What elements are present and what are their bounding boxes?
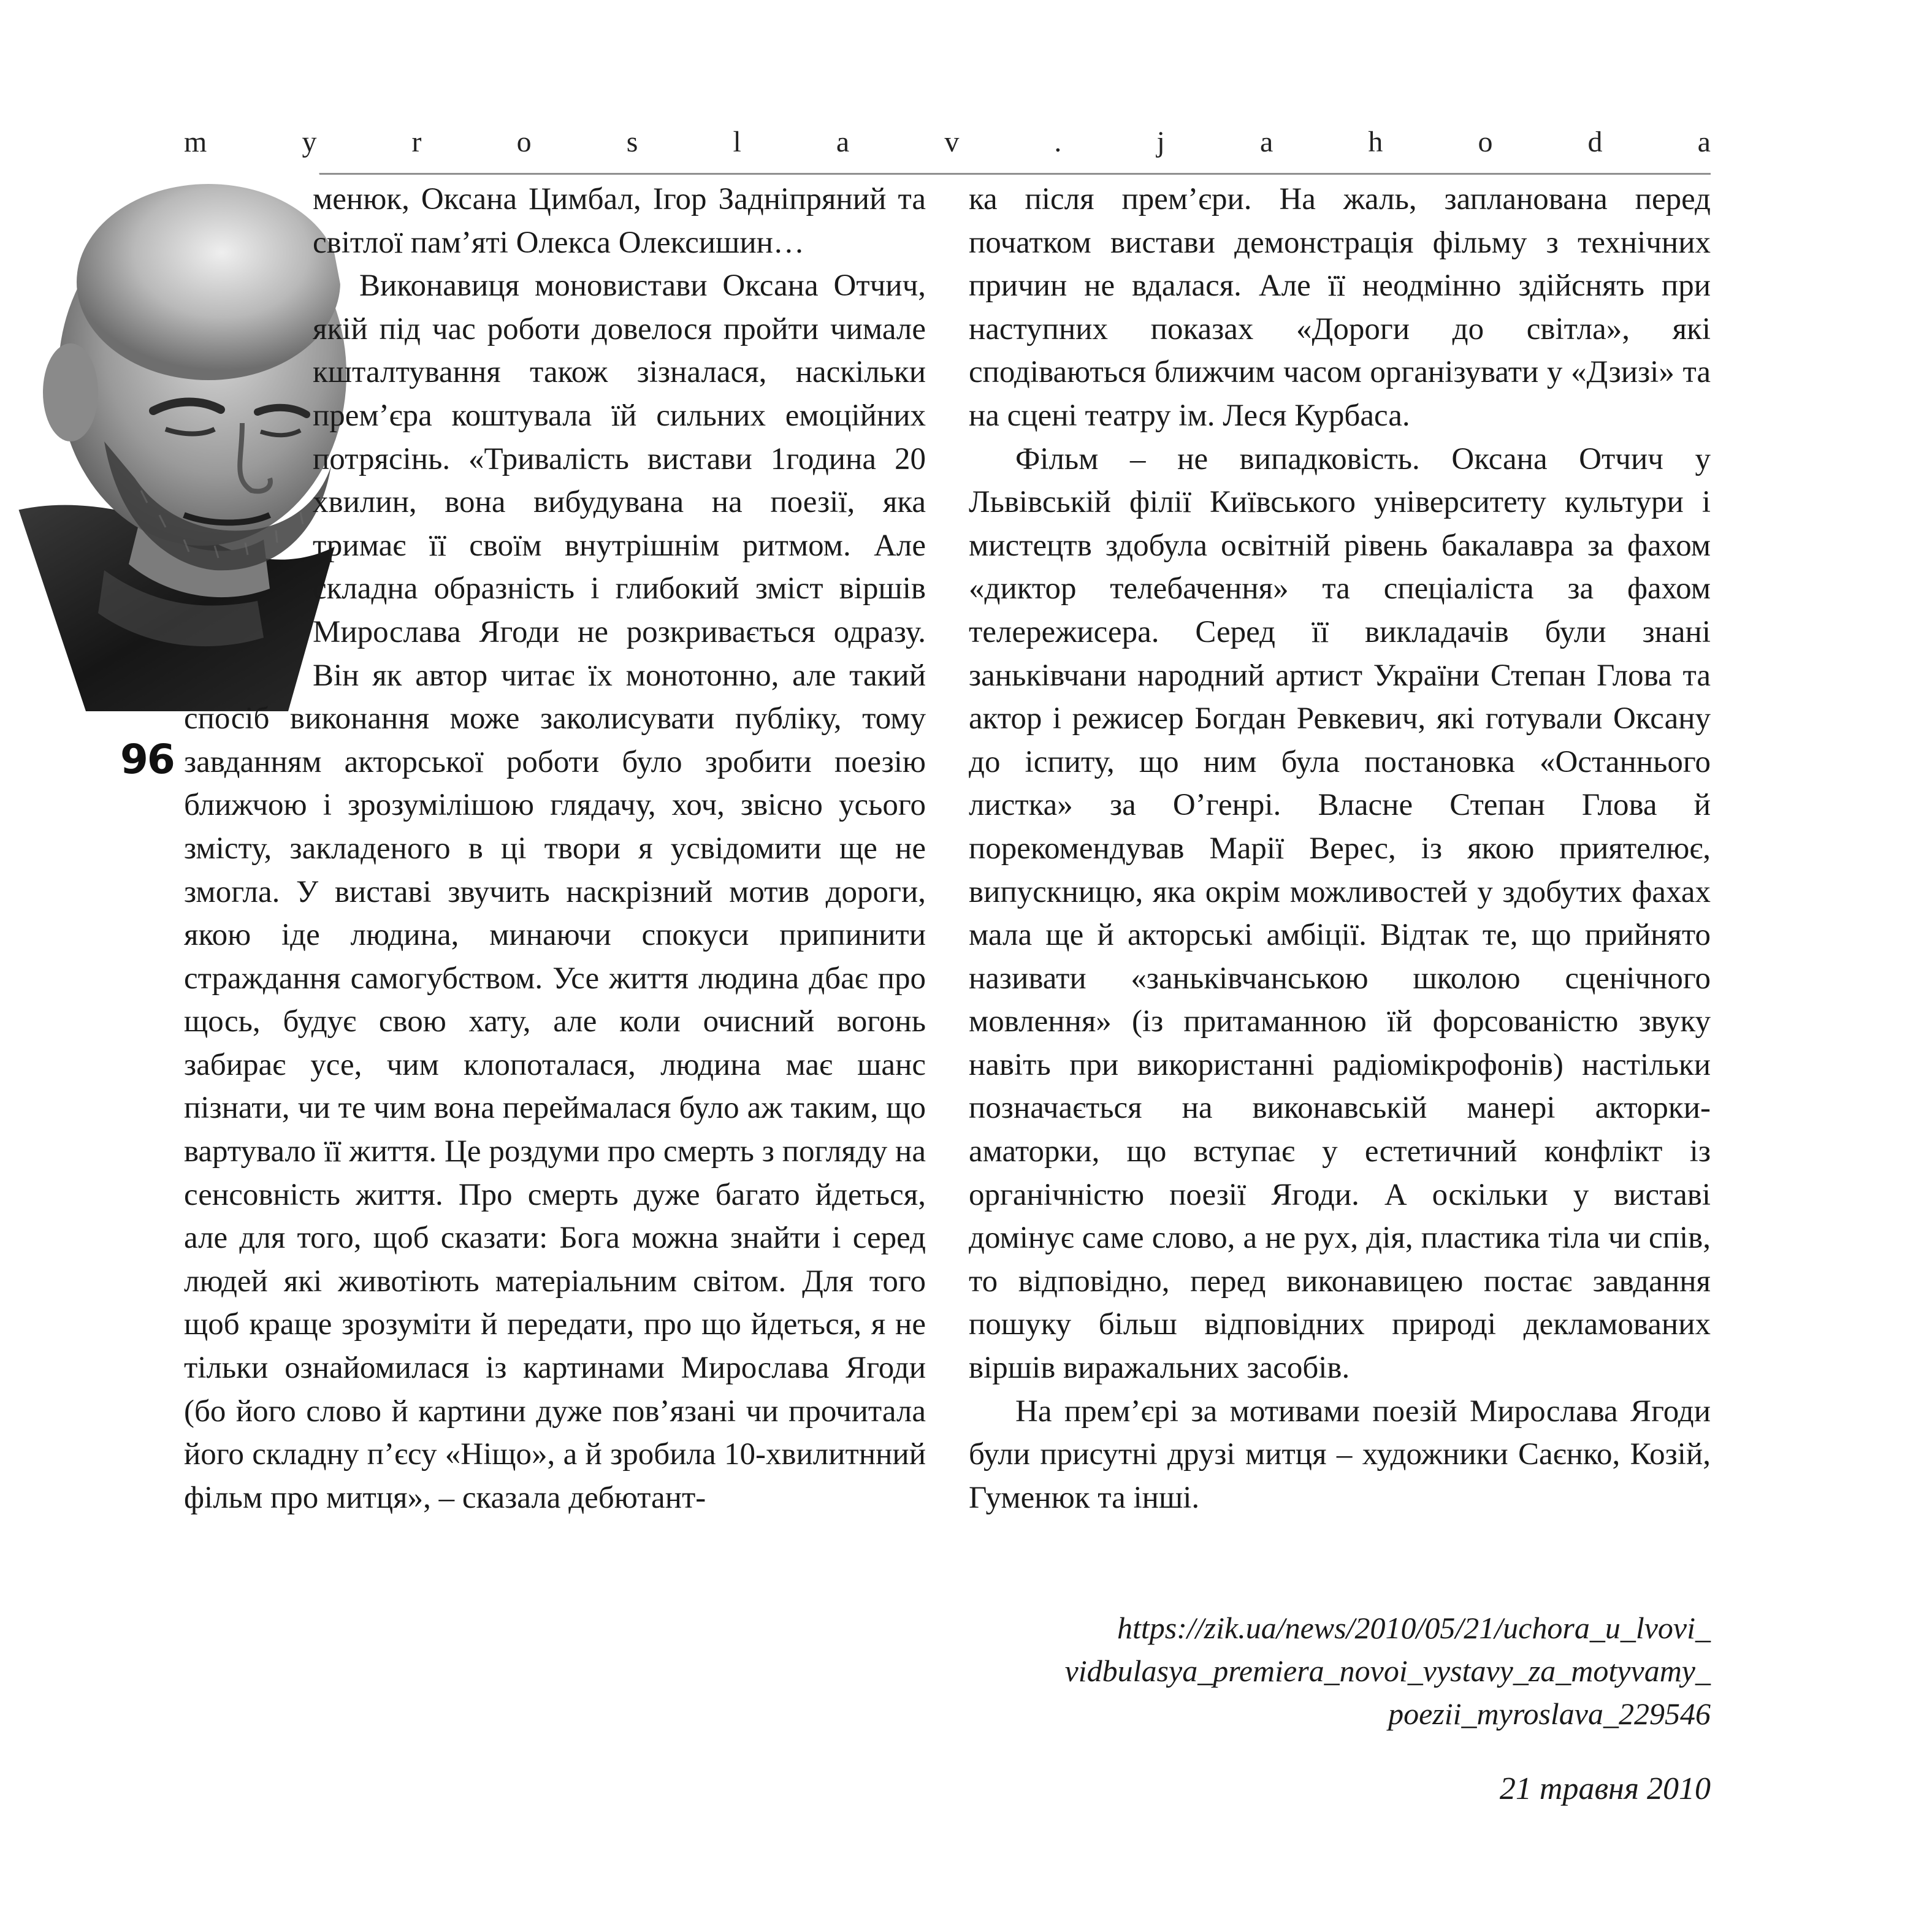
running-head-letter: r bbox=[411, 125, 422, 158]
body-paragraph: Фільм – не випадковість. Оксана Отчич у Львівській філії Київського університету культури і мистецтв здобула освітній рівень бакалавра за фахом «диктор телебачення» та спеціаліста за фахом телережисера. Серед її викладачів були знані заньківчани народний артист України Степан Глова та актор і режисер Богдан Ревкевич, які готували Оксану до іспиту, що ним була постановка «Останнього листка» за О’генрі. Власне Степан Глова й порекомендував Марії Верес, із якою приятелює, випускницю, яка окрім можливостей у здобутих фахах мала ще й акторські амбіції. Відтак те, що прийнято називати «заньківчанською школою сценічного мовлення» (із притаманною їй форсованістю звуку навіть при використанні радіомікрофонів) настільки позначається на виконавській манері акторки-аматорки, що вступає у естетичний конфлікт із органічністю поезії Ягоди. А оскільки у виставі домінує саме слово, а не рух, дія, пластика тіла чи спів, то відповідно, перед виконавицею постає завдання пошуку більш відповідних природі декламованих віршів виражальних засобів. bbox=[969, 441, 1711, 1386]
page-number: 96 bbox=[120, 736, 174, 783]
body-paragraph: менюк, Оксана Цимбал, Ігор Задніпряний та світлої пам’яті Олекса Олексишин… bbox=[313, 182, 926, 260]
running-head-letter: o bbox=[516, 125, 532, 158]
body-paragraph: Виконавиця моновистави Оксана Отчич, якій під час роботи довелося пройти чимале кшталтування також зізналася, наскільки прем’єра коштувала їй сильних емоційних потрясінь. «Тривалість вистави 1година 20 хвилин, вона вибудувана на поезії, яка тримає її своїм внутрішнім ритмом. Але складна образність і глибокий зміст віршів Мирослава Ягоди не розкривається одразу. Він як автор читає їх монотонно, але такий спосіб виконання може заколисувати публіку, тому завданням акторської роботи було зробити поезію ближчою і зрозумілішою глядачу, хоч, звісно усього змісту, закладеного в ці твори я усвідомити ще не змогла. У виставі звучить наскрізний мотив дороги, якою іде людина, минаючи спокуси припинити страждання самогубством. Усе життя людина дбає про щось, будує свою хату, але коли очисний вогонь забирає усе, чим клопоталася, людина має шанс пізнати, чи те чим вона переймалася було аж таким, що вартувало її життя. Це роздуми про смерть з погляду на сенсовність життя. Про смерть дуже багато йдеться, але для того, щоб сказати: Бога можна знайти і серед людей які животіють матеріальним світом. Для того щоб краще зрозуміти й передати, про що йдеться, я не тільки ознайомилася із картинами Мирослава Ягоди (бо його слово й картини дуже пов’язані чи прочитала його складну п’єсу «Ніщо», а й зробила 10-хвилитнний фільм про митця», – сказала дебютант- bbox=[184, 269, 926, 1515]
source-link-line: https://zik.ua/news/2010/05/21/uchora_u_lvovi_ bbox=[1117, 1611, 1711, 1645]
running-head-letter: y bbox=[302, 125, 317, 158]
running-head-letter: m bbox=[184, 125, 207, 158]
source-link-line: poezii_myroslava_229546 bbox=[1388, 1697, 1711, 1731]
running-head-letter: j bbox=[1156, 125, 1165, 158]
running-head-letter: . bbox=[1054, 125, 1062, 158]
body-paragraph: На прем’єрі за мотивами поезій Мирослава Ягоди були присутні друзі митця – художники Саєнко, Козій, Гуменюк та інші. bbox=[969, 1394, 1711, 1515]
portrait-wrap-spacer bbox=[184, 178, 313, 693]
running-head-letter: a bbox=[1697, 125, 1711, 158]
body-paragraph: ка після прем’єри. На жаль, запланована перед початком вистави демонстрація фільму з технічних причин не вдалася. Але її неодмінно здійснять при наступних показах «Дороги до світла», які сподіваються ближчим часом організувати у «Дзизі» та на сцені театру ім. Леся Курбаса. bbox=[969, 182, 1711, 433]
running-head-letter: l bbox=[733, 125, 741, 158]
running-head-letter: a bbox=[836, 125, 850, 158]
running-head-letter: s bbox=[626, 125, 638, 158]
running-head-letter: d bbox=[1587, 125, 1603, 158]
running-head bbox=[184, 120, 1711, 163]
source-link[interactable] bbox=[969, 1606, 1711, 1735]
right-column bbox=[969, 178, 1711, 1519]
running-head-letter: a bbox=[1259, 125, 1273, 158]
header-rule bbox=[184, 173, 1711, 175]
running-head-letter: h bbox=[1368, 125, 1383, 158]
left-column bbox=[184, 178, 926, 1519]
running-head-letter: v bbox=[944, 125, 960, 158]
source-link-line: vidbulasya_premiera_novoi_vystavy_za_motyvamy_ bbox=[1064, 1654, 1711, 1688]
publication-date: 21 травня 2010 bbox=[1499, 1771, 1711, 1806]
running-head-letter: o bbox=[1478, 125, 1493, 158]
